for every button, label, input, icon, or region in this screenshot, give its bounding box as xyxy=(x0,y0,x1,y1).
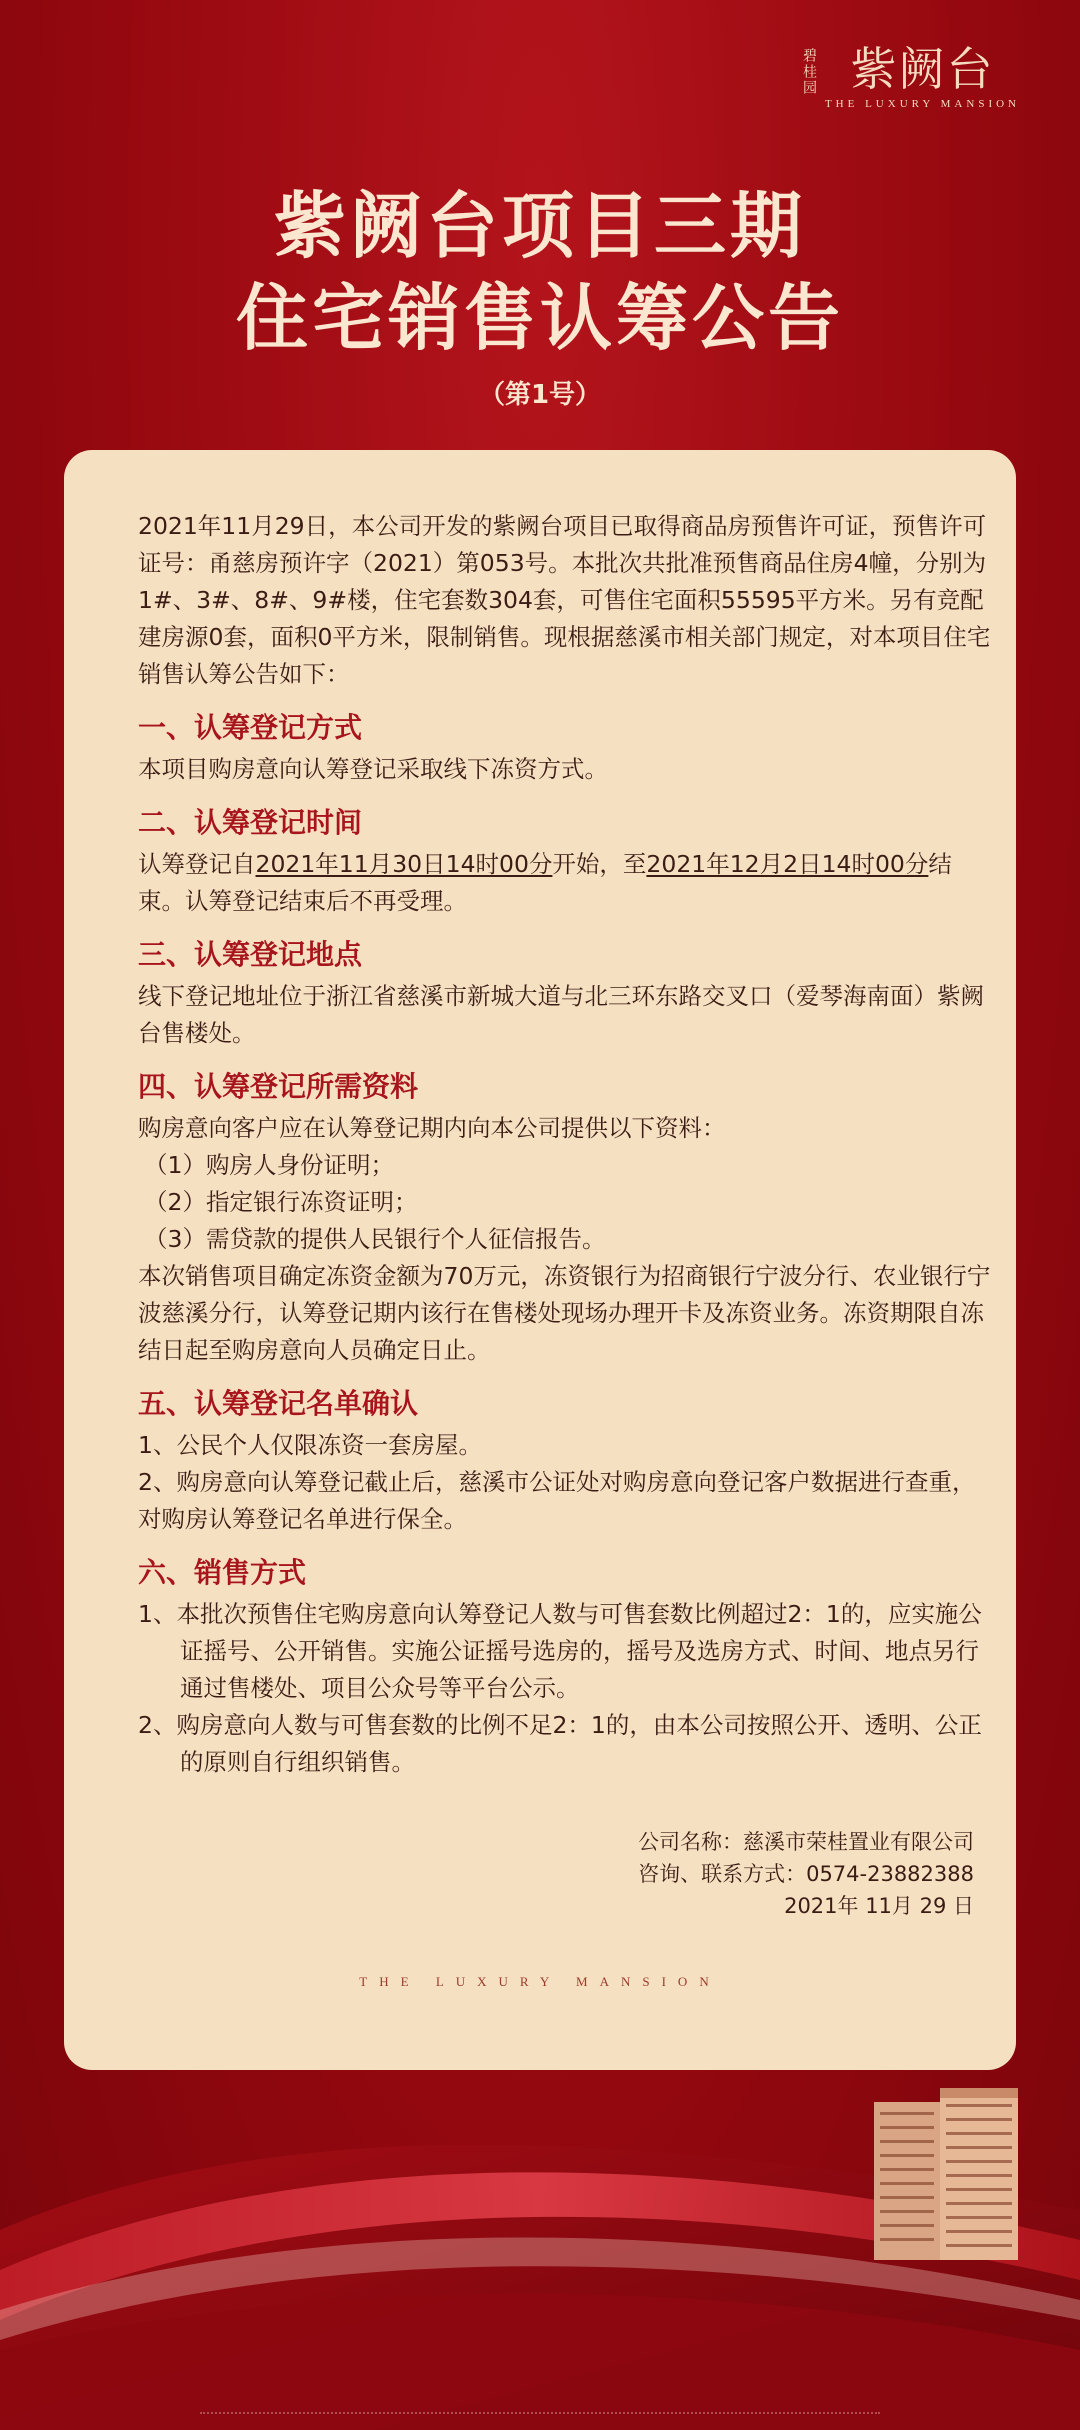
section-heading-method: 一、认筹登记方式 xyxy=(138,711,363,744)
section-heading-location: 三、认筹登记地点 xyxy=(138,938,363,971)
brand-main xyxy=(825,42,1020,110)
brand-subtitle: THE LUXURY MANSION xyxy=(824,98,1020,110)
section-body-time xyxy=(138,846,994,920)
issue-number: （第1号） xyxy=(478,380,602,410)
confirmation-item: 2、购房意向认筹登记截止后，慈溪市公证处对购房意向登记客户数据进行查重，对购房认筹登记名单进行保全。 xyxy=(138,1468,976,1533)
brand-name: 紫阙台 xyxy=(850,42,995,96)
materials-item: （3）需贷款的提供人民银行个人征信报告。 xyxy=(144,1225,606,1253)
section-heading-confirmation: 五、认筹登记名单确认 xyxy=(138,1387,419,1420)
building-illustration xyxy=(868,2088,1024,2260)
intro-paragraph: 2021年11月29日，本公司开发的紫阙台项目已取得商品房预售许可证，预售许可证号：甬慈房预许字（2021）第053号。本批次共批准预售商品住房4幢，分别为1#、3#、8#、9#楼，住宅套数304套，可售住宅面积55595平方米。另有竞配建房源0套，面积0平方米，限制销售。现根据慈溪市相关部门规定，对本项目住宅销售认筹公告如下： xyxy=(138,512,991,688)
card-tagline: THE LUXURY MANSION xyxy=(359,1974,721,1989)
time-text-3: 结束。认筹登记结束后不再受理。 xyxy=(138,850,952,915)
company-name: 公司名称：慈溪市荣桂置业有限公司 xyxy=(638,1830,974,1854)
time-start: 2021年11月30日14时00分 xyxy=(255,850,553,878)
sales-item: 1、本批次预售住宅购房意向认筹登记人数与可售套数比例超过2：1的，应实施公证摇号、公开销售。实施公证摇号选房的，摇号及选房方式、时间、地点另行通过售楼处、项目公众号等平台公示。 xyxy=(138,1600,982,1702)
announcement-card xyxy=(64,450,1016,2070)
time-text-2: 开始，至 xyxy=(552,850,647,878)
page-title-line2: 住宅销售认筹公告 xyxy=(235,276,844,360)
section-heading-sales: 六、销售方式 xyxy=(138,1556,307,1589)
contact-phone: 咨询、联系方式：0574-23882388 xyxy=(638,1862,974,1886)
confirmation-item: 1、公民个人仅限冻资一套房屋。 xyxy=(138,1431,482,1459)
time-end: 2021年12月2日14时00分 xyxy=(646,850,929,878)
page-title-line1: 紫阙台项目三期 xyxy=(273,184,806,268)
sales-item: 2、购房意向人数与可售套数的比例不足2：1的，由本公司按照公开、透明、公正的原则自行组织销售。 xyxy=(138,1711,982,1776)
time-text-1: 认筹登记自 xyxy=(138,850,256,878)
footer-disclaimer-line xyxy=(200,2412,880,2416)
section-heading-materials: 四、认筹登记所需资料 xyxy=(138,1070,419,1103)
announcement-content xyxy=(138,508,994,1781)
signature-block xyxy=(638,1826,974,1922)
announcement-date: 2021年 11月 29 日 xyxy=(784,1894,974,1918)
section-heading-time: 二、认筹登记时间 xyxy=(138,806,363,839)
materials-body: 本次销售项目确定冻资金额为70万元，冻资银行为招商银行宁波分行、农业银行宁波慈溪分行，认筹登记期内该行在售楼处现场办理开卡及冻资业务。冻资期限自冻结日起至购房意向人员确定日止。 xyxy=(138,1262,991,1364)
brand-logo xyxy=(799,42,1020,110)
section-body-method: 本项目购房意向认筹登记采取线下冻资方式。 xyxy=(138,755,608,783)
materials-item: （2）指定银行冻资证明； xyxy=(144,1188,418,1216)
section-body-location: 线下登记地址位于浙江省慈溪市新城大道与北三环东路交叉口（爱琴海南面）紫阙台售楼处。 xyxy=(138,982,984,1047)
materials-lead: 购房意向客户应在认筹登记期内向本公司提供以下资料： xyxy=(138,1114,726,1142)
materials-item: （1）购房人身份证明； xyxy=(144,1151,394,1179)
brand-parent-name: 碧桂园 xyxy=(800,48,817,96)
